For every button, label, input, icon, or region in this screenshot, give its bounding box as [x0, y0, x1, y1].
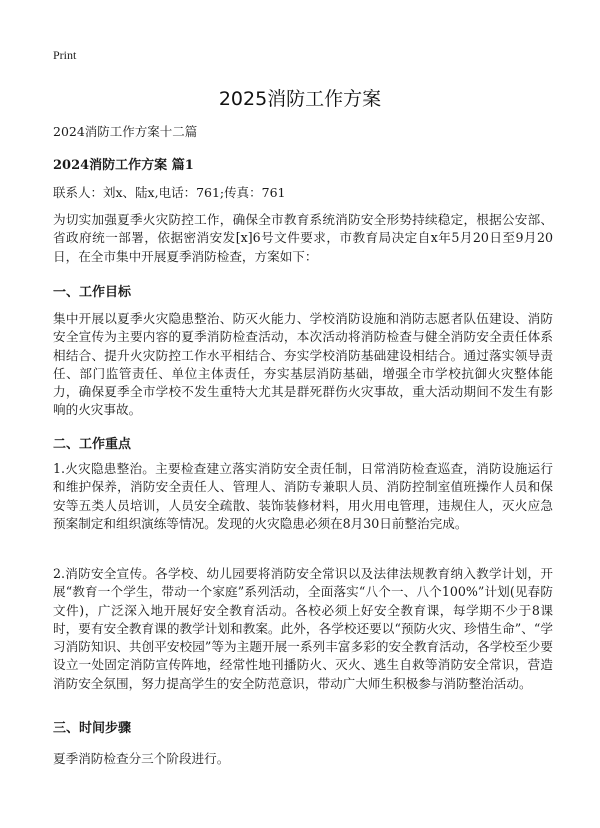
print-label: Print — [53, 48, 77, 62]
intro-paragraph: 为切实加强夏季火灾防控工作，确保全市教育系统消防安全形势持续稳定，根据公安部、省政府统一部署，依据密消安发[x]6号文件要求，市教育局决定自x年5月20日至9月20日，在全市集中开展夏季消防检查，方案如下： — [53, 212, 553, 264]
chapter-title: 2024消防工作方案 篇1 — [53, 158, 194, 173]
page-title: 2025消防工作方案 — [218, 88, 382, 110]
contact-line: 联系人：刘x、陆x,电话：761;传真：761 — [53, 185, 286, 200]
section-heading-steps: 三、时间步骤 — [53, 721, 132, 736]
document-subtitle: 2024消防工作方案十二篇 — [53, 124, 198, 139]
steps-paragraph: 夏季消防检查分三个阶段进行。 — [53, 751, 230, 766]
focus-paragraph-2: 2.消防安全宣传。各学校、幼儿园要将消防安全常识以及法律法规教育纳入教学计划，开展“教育一个学生，带动一个家庭”系列活动，全面落实“八个一、八个100%”计划(见春防文件)，广泛深入地开展好安全教育活动。各校必须上好安全教育课，每学期不少于8课时，要有安全教育课的教学计划和教案。此外，各学校还要以“预防火灾、珍惜生命”、“学习消防知识、共创平安校园”等为主题开展一系列丰富多彩的安全教育活动，各学校至少要设立一处固定消防宣传阵地，经常性地刊播防火、灭火、逃生自救等消防安全常识，营造消防安全氛围，努力提高学生的安全防范意识，带动广大师生积极参与消防整治活动。 — [53, 566, 553, 691]
focus-paragraph-1: 1.火灾隐患整治。主要检查建立落实消防安全责任制，日常消防检查巡查，消防设施运行和维护保养，消防安全责任人、管理人、消防专兼职人员、消防控制室值班操作人员和保安等五类人员培训，人员安全疏散、装饰装修材料，用火用电管理，违规住人，灭火应急预案制定和组织演练等情况。发现的火灾隐患必须在8月30日前整治完成。 — [53, 461, 553, 531]
section-heading-focus: 二、工作重点 — [53, 437, 132, 452]
goals-paragraph: 集中开展以夏季火灾隐患整治、防灭火能力、学校消防设施和消防志愿者队伍建设、消防安全宣传为主要内容的夏季消防检查活动，本次活动将消防检查与健全消防安全责任体系相结合、提升火灾防控工作水平相结合、夯实学校消防基础建设相结合。通过落实领导责任、部门监管责任、单位主体责任，夯实基层消防基础，增强全市学校抗御火灾整体能力，确保夏季全市学校不发生重特大尤其是群死群伤火灾事故，重大活动期间不发生有影响的火灾事故。 — [53, 311, 553, 418]
section-heading-goals: 一、工作目标 — [53, 285, 132, 300]
